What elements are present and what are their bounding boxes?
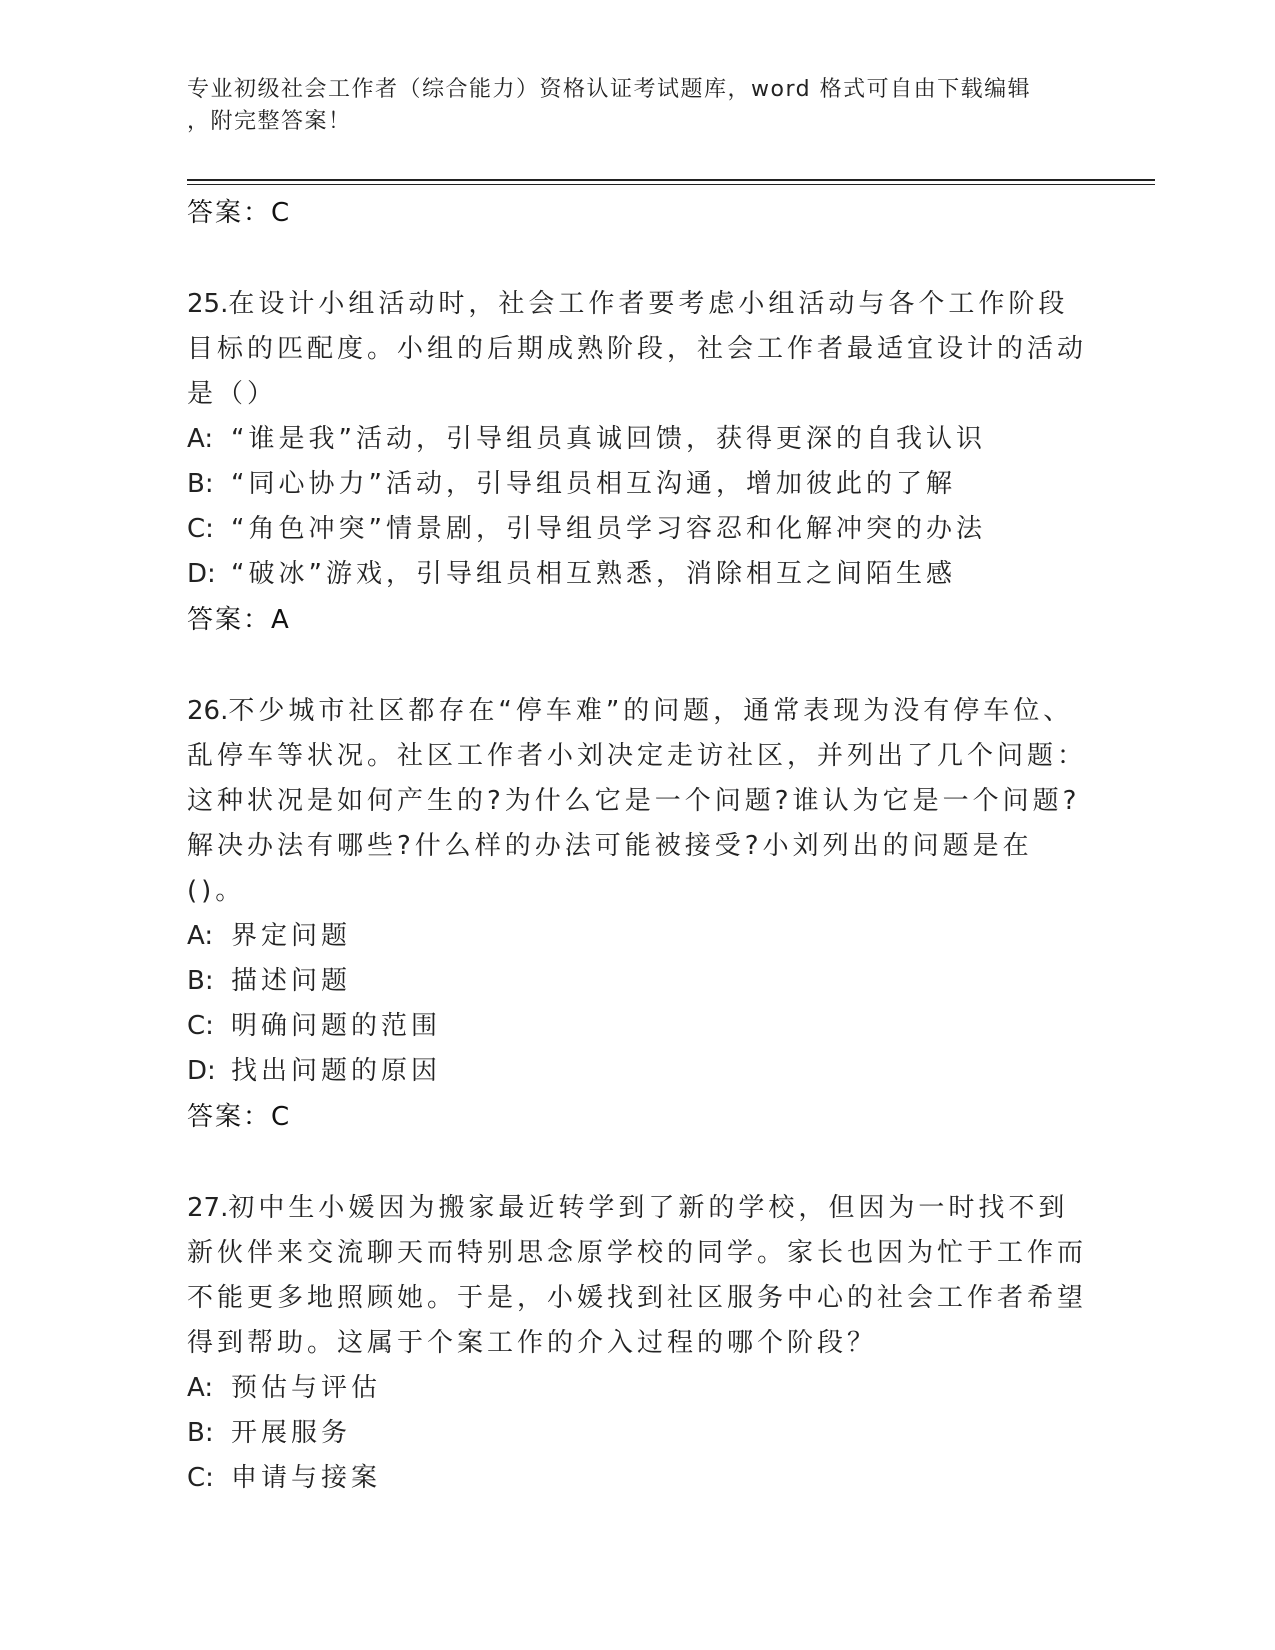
option-letter: B: <box>187 469 214 499</box>
question-number: 26. <box>187 696 229 726</box>
option-b <box>187 462 1087 507</box>
question-stem <box>187 689 1087 914</box>
question-stem <box>187 282 1087 417</box>
question-25 <box>187 282 1087 643</box>
question-27 <box>187 1186 1087 1501</box>
option-d <box>187 552 1087 597</box>
option-d <box>187 1049 1087 1094</box>
header-title-line-2: ，附完整答案！ <box>187 109 352 134</box>
option-text: 申请与接案 <box>231 1463 382 1493</box>
question-text: 不少城市社区都存在“停车难”的问题，通常表现为没有停车位、乱停车等状况。社区工作者小刘决定走访社区，并列出了几个问题：这种状况是如何产生的?为什么它是一个问题?谁认为它是一个问题?解决办法有哪些?什么样的办法可能被接受?小刘列出的问题是在()。 <box>187 696 1088 906</box>
option-letter: C: <box>187 1011 214 1041</box>
option-text: “谁是我”活动，引导组员真诚回馈，获得更深的自我认识 <box>231 424 986 454</box>
option-text: 开展服务 <box>231 1418 352 1448</box>
option-letter: D: <box>187 1056 216 1086</box>
header-divider-thick <box>187 179 1155 181</box>
option-letter: A: <box>187 1373 214 1403</box>
document-header <box>187 74 1067 138</box>
option-text: 界定问题 <box>231 921 352 951</box>
option-letter: B: <box>187 966 214 996</box>
question-text: 初中生小媛因为搬家最近转学到了新的学校，但因为一时找不到新伙伴来交流聊天而特别思念原学校的同学。家长也因为忙于工作而不能更多地照顾她。于是，小媛找到社区服务中心的社会工作者希望得到帮助。这属于个案工作的介入过程的哪个阶段？ <box>187 1193 1088 1358</box>
option-letter: A: <box>187 921 214 951</box>
option-letter: C: <box>187 1463 214 1493</box>
option-letter: A: <box>187 424 214 454</box>
option-text: 描述问题 <box>231 966 352 996</box>
option-letter: C: <box>187 514 214 544</box>
option-a <box>187 417 1087 462</box>
question-text: 在设计小组活动时，社会工作者要考虑小组活动与各个工作阶段目标的匹配度。小组的后期成熟阶段，社会工作者最适宜设计的活动是（） <box>187 289 1088 409</box>
question-stem <box>187 1186 1087 1366</box>
option-c <box>187 507 1087 552</box>
option-c <box>187 1456 1087 1501</box>
question-number: 27. <box>187 1193 229 1223</box>
option-a <box>187 914 1087 959</box>
question-26 <box>187 689 1087 1140</box>
option-text: 预估与评估 <box>231 1373 382 1403</box>
document-body <box>187 190 1087 1501</box>
answer-line: 答案：C <box>187 198 292 228</box>
option-text: “角色冲突”情景剧，引导组员学习容忍和化解冲突的办法 <box>231 514 986 544</box>
option-letter: B: <box>187 1418 214 1448</box>
answer-line: 答案：A <box>187 605 291 635</box>
option-text: 明确问题的范围 <box>231 1011 442 1041</box>
option-text: “破冰”游戏，引导组员相互熟悉，消除相互之间陌生感 <box>231 559 956 589</box>
option-text: 找出问题的原因 <box>231 1056 442 1086</box>
header-divider-thin <box>187 184 1155 185</box>
option-b <box>187 1411 1087 1456</box>
option-c <box>187 1004 1087 1049</box>
option-b <box>187 959 1087 1004</box>
option-a <box>187 1366 1087 1411</box>
header-title-line-1: 专业初级社会工作者（综合能力）资格认证考试题库，word 格式可自由下载编辑 <box>187 77 1032 102</box>
option-letter: D: <box>187 559 216 589</box>
question-number: 25. <box>187 289 229 319</box>
option-text: “同心协力”活动，引导组员相互沟通，增加彼此的了解 <box>231 469 956 499</box>
answer-line: 答案：C <box>187 1102 292 1132</box>
